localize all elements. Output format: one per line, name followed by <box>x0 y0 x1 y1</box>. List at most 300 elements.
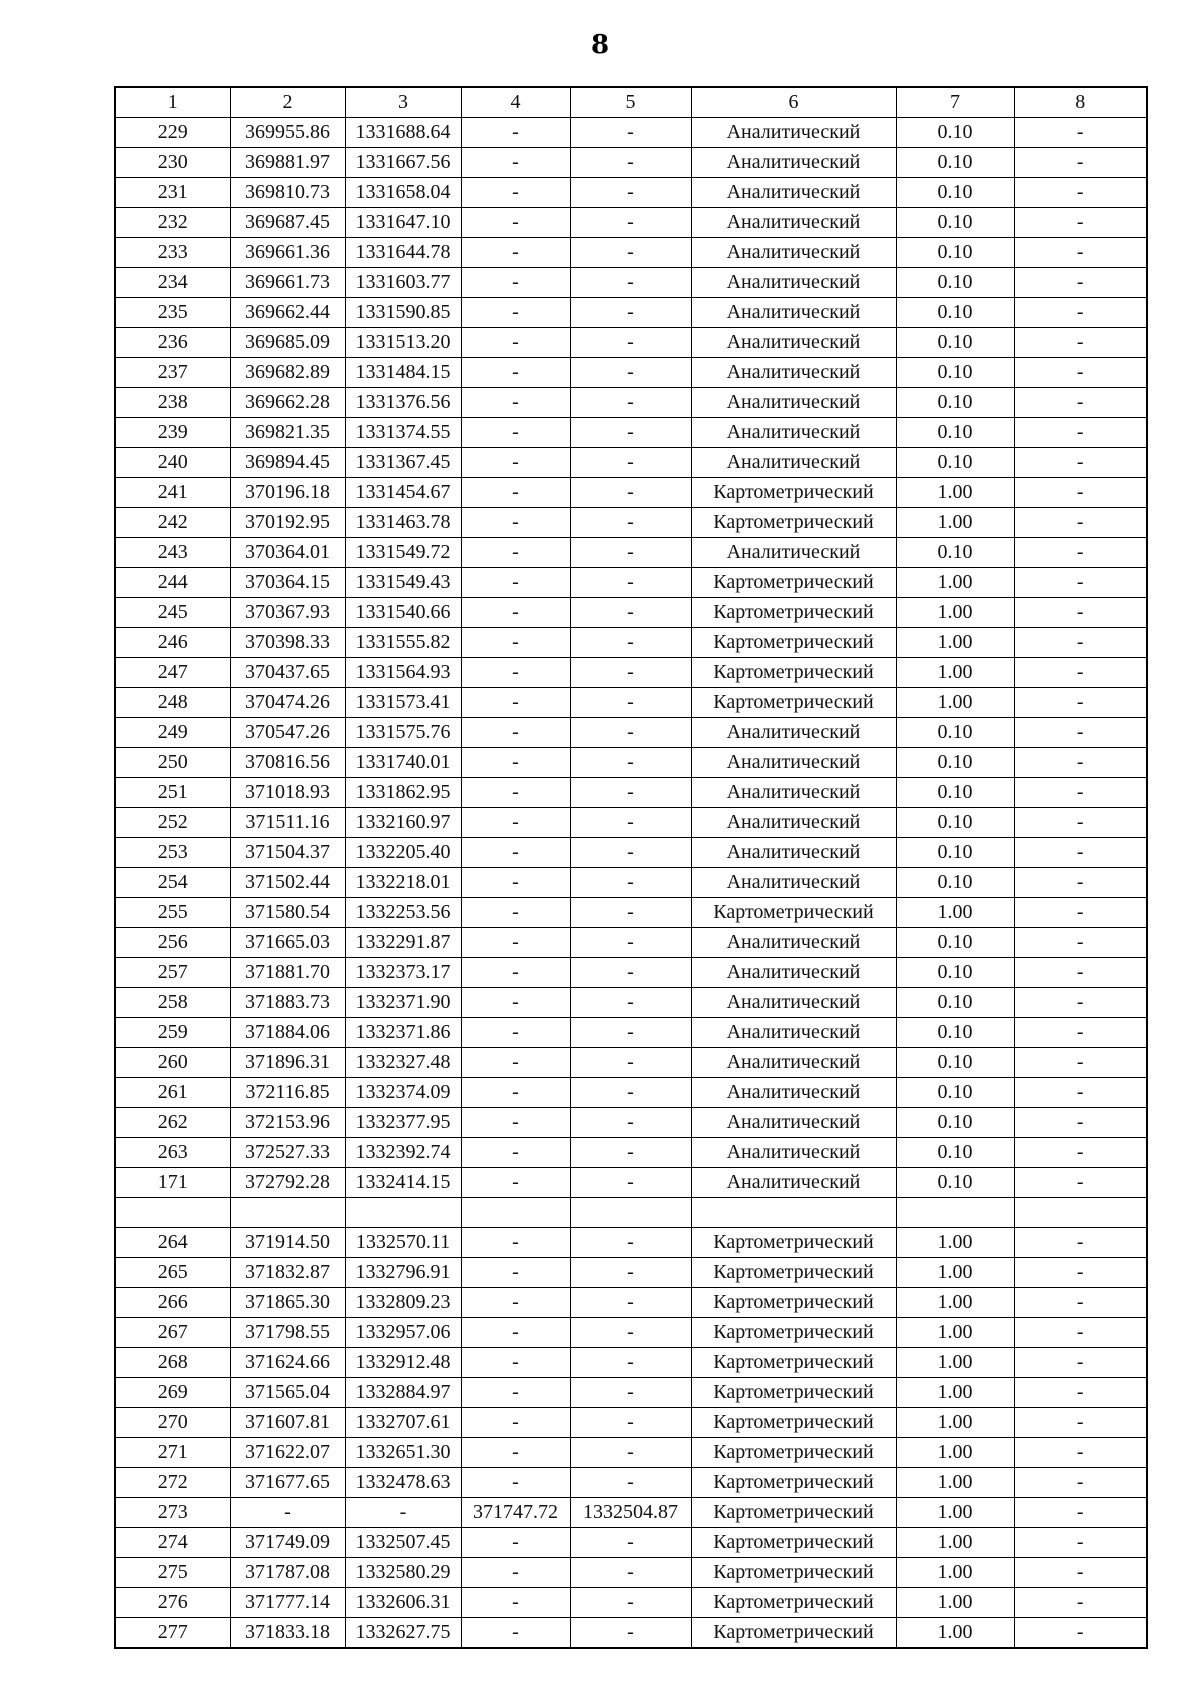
table-cell: 369881.97 <box>230 148 345 178</box>
table-cell: 1331374.55 <box>345 418 461 448</box>
column-header-2: 2 <box>230 87 345 118</box>
table-cell: - <box>570 238 691 268</box>
table-cell: Аналитический <box>691 418 896 448</box>
table-cell: 266 <box>115 1288 230 1318</box>
table-cell: 230 <box>115 148 230 178</box>
table-cell: - <box>461 1588 570 1618</box>
table-cell: Аналитический <box>691 388 896 418</box>
table-cell: Картометрический <box>691 1348 896 1378</box>
table-cell <box>230 1198 345 1228</box>
table-cell: 0.10 <box>896 988 1014 1018</box>
table-cell: 0.10 <box>896 718 1014 748</box>
table-cell: - <box>570 178 691 208</box>
table-cell: 263 <box>115 1138 230 1168</box>
table-cell: - <box>461 1528 570 1558</box>
table-row <box>115 1078 1147 1108</box>
table-cell: 272 <box>115 1468 230 1498</box>
table-cell: 371677.65 <box>230 1468 345 1498</box>
table-cell: 370398.33 <box>230 628 345 658</box>
table-row <box>115 898 1147 928</box>
table-cell: - <box>461 538 570 568</box>
table-cell: - <box>1014 1468 1147 1498</box>
table-cell: - <box>1014 1528 1147 1558</box>
table-cell: 0.10 <box>896 358 1014 388</box>
table-cell: - <box>461 1258 570 1288</box>
table-cell: 371832.87 <box>230 1258 345 1288</box>
table-cell: 273 <box>115 1498 230 1528</box>
table-cell: 1.00 <box>896 628 1014 658</box>
table-row <box>115 1348 1147 1378</box>
table-cell: 371787.08 <box>230 1558 345 1588</box>
table-row <box>115 1138 1147 1168</box>
table-cell: 372153.96 <box>230 1108 345 1138</box>
table-cell: 371881.70 <box>230 958 345 988</box>
table-cell: - <box>570 898 691 928</box>
table-cell: 1331540.66 <box>345 598 461 628</box>
table-cell: - <box>570 148 691 178</box>
table-cell: - <box>461 568 570 598</box>
table-cell: 0.10 <box>896 448 1014 478</box>
table-cell: 1331688.64 <box>345 118 461 148</box>
table-cell: - <box>570 1408 691 1438</box>
table-cell: - <box>570 538 691 568</box>
table-cell: - <box>570 1078 691 1108</box>
table-cell: - <box>461 958 570 988</box>
table-cell: 370364.15 <box>230 568 345 598</box>
table-row <box>115 1498 1147 1528</box>
table-cell: - <box>1014 748 1147 778</box>
table-row <box>115 538 1147 568</box>
table-cell: 370364.01 <box>230 538 345 568</box>
table-cell: 236 <box>115 328 230 358</box>
table-cell: 0.10 <box>896 538 1014 568</box>
column-header-3: 3 <box>345 87 461 118</box>
table-cell: - <box>1014 478 1147 508</box>
table-cell: - <box>570 628 691 658</box>
table-cell: 267 <box>115 1318 230 1348</box>
table-cell: 238 <box>115 388 230 418</box>
table-cell: - <box>570 748 691 778</box>
table-cell: 1331658.04 <box>345 178 461 208</box>
table-cell: - <box>461 208 570 238</box>
table-cell: - <box>461 1558 570 1588</box>
table-cell: 1.00 <box>896 1558 1014 1588</box>
table-cell: 1331454.67 <box>345 478 461 508</box>
table-cell: 1.00 <box>896 1258 1014 1288</box>
table-row <box>115 1048 1147 1078</box>
table-row <box>115 148 1147 178</box>
table-cell: - <box>461 658 570 688</box>
table-cell: 369821.35 <box>230 418 345 448</box>
table-cell: 249 <box>115 718 230 748</box>
table-cell <box>461 1198 570 1228</box>
table-cell: - <box>461 178 570 208</box>
table-row <box>115 358 1147 388</box>
table-cell: 232 <box>115 208 230 238</box>
table-cell: - <box>461 598 570 628</box>
table-cell: 371833.18 <box>230 1618 345 1649</box>
table-cell: Аналитический <box>691 838 896 868</box>
table-cell: Картометрический <box>691 568 896 598</box>
table-row <box>115 328 1147 358</box>
table-cell: - <box>1014 1378 1147 1408</box>
table-cell: 251 <box>115 778 230 808</box>
table-row <box>115 1228 1147 1258</box>
table-cell: - <box>570 718 691 748</box>
table-cell: Картометрический <box>691 1258 896 1288</box>
table-cell: 371865.30 <box>230 1288 345 1318</box>
table-cell: 371777.14 <box>230 1588 345 1618</box>
table-cell: 0.10 <box>896 838 1014 868</box>
table-row <box>115 958 1147 988</box>
table-cell: - <box>1014 1258 1147 1288</box>
table-cell: - <box>461 868 570 898</box>
table-row <box>115 1108 1147 1138</box>
table-cell: 0.10 <box>896 868 1014 898</box>
table-cell: - <box>1014 658 1147 688</box>
table-cell: 252 <box>115 808 230 838</box>
table-cell: 1.00 <box>896 688 1014 718</box>
table-cell: - <box>345 1498 461 1528</box>
column-header-8: 8 <box>1014 87 1147 118</box>
table-row <box>115 448 1147 478</box>
table-cell: 1332580.29 <box>345 1558 461 1588</box>
table-cell: 0.10 <box>896 328 1014 358</box>
table-cell: 372527.33 <box>230 1138 345 1168</box>
table-cell: - <box>570 1138 691 1168</box>
table-cell: Картометрический <box>691 658 896 688</box>
table-cell: 1331573.41 <box>345 688 461 718</box>
table-cell: 1.00 <box>896 1498 1014 1528</box>
table-cell: - <box>461 1618 570 1649</box>
table-cell <box>896 1198 1014 1228</box>
table-cell: 370474.26 <box>230 688 345 718</box>
table-cell: 369955.86 <box>230 118 345 148</box>
table-cell: 1332253.56 <box>345 898 461 928</box>
table-cell: Картометрический <box>691 1438 896 1468</box>
table-cell: 1332373.17 <box>345 958 461 988</box>
table-cell: - <box>1014 838 1147 868</box>
table-cell: Картометрический <box>691 1468 896 1498</box>
table-row <box>115 478 1147 508</box>
table-cell: - <box>461 298 570 328</box>
table-cell: 1.00 <box>896 1288 1014 1318</box>
table-cell: - <box>570 1438 691 1468</box>
table-cell: 237 <box>115 358 230 388</box>
table-cell: 256 <box>115 928 230 958</box>
column-header-6: 6 <box>691 87 896 118</box>
table-cell: Аналитический <box>691 208 896 238</box>
table-cell: - <box>461 1348 570 1378</box>
table-cell <box>1014 1198 1147 1228</box>
table-cell: 371018.93 <box>230 778 345 808</box>
table-cell: 0.10 <box>896 418 1014 448</box>
table-cell: Картометрический <box>691 1408 896 1438</box>
table-cell: 235 <box>115 298 230 328</box>
column-header-4: 4 <box>461 87 570 118</box>
table-cell: 1332651.30 <box>345 1438 461 1468</box>
table-cell: 269 <box>115 1378 230 1408</box>
table-row <box>115 628 1147 658</box>
table-cell: 369662.28 <box>230 388 345 418</box>
table-cell: Картометрический <box>691 898 896 928</box>
table-cell: - <box>570 328 691 358</box>
table-cell: - <box>461 1288 570 1318</box>
table-row <box>115 1528 1147 1558</box>
table-cell: 1332504.87 <box>570 1498 691 1528</box>
table-cell: - <box>570 988 691 1018</box>
table-cell: 233 <box>115 238 230 268</box>
table-cell: Картометрический <box>691 1378 896 1408</box>
table-cell: 1331590.85 <box>345 298 461 328</box>
table-cell: - <box>230 1498 345 1528</box>
table-cell: - <box>1014 358 1147 388</box>
table-cell: 1331647.10 <box>345 208 461 238</box>
table-cell: Аналитический <box>691 778 896 808</box>
table-cell: 369685.09 <box>230 328 345 358</box>
table-cell: 260 <box>115 1048 230 1078</box>
table-cell: 0.10 <box>896 958 1014 988</box>
table-row <box>115 778 1147 808</box>
table-row <box>115 928 1147 958</box>
table-cell: Картометрический <box>691 1498 896 1528</box>
table-row <box>115 1018 1147 1048</box>
table-cell: - <box>461 478 570 508</box>
table-cell <box>691 1198 896 1228</box>
table-cell: Аналитический <box>691 538 896 568</box>
table-cell: - <box>461 838 570 868</box>
table-row <box>115 1258 1147 1288</box>
table-cell: 371747.72 <box>461 1498 570 1528</box>
table-cell: 370547.26 <box>230 718 345 748</box>
table-cell: - <box>1014 688 1147 718</box>
table-cell: - <box>1014 928 1147 958</box>
table-cell: - <box>1014 988 1147 1018</box>
table-cell: Картометрический <box>691 1618 896 1649</box>
table-cell: - <box>461 718 570 748</box>
table-row <box>115 208 1147 238</box>
table-cell: - <box>570 1528 691 1558</box>
table-cell: - <box>1014 868 1147 898</box>
table-cell: - <box>570 1108 691 1138</box>
table-cell: - <box>1014 1618 1147 1649</box>
table-cell: - <box>461 1468 570 1498</box>
table-cell: 1332707.61 <box>345 1408 461 1438</box>
table-cell: 1.00 <box>896 1438 1014 1468</box>
table-cell: - <box>1014 1498 1147 1528</box>
column-header-5: 5 <box>570 87 691 118</box>
table-cell: - <box>461 148 570 178</box>
table-cell: - <box>570 268 691 298</box>
table-cell: 369687.45 <box>230 208 345 238</box>
table-cell: - <box>1014 718 1147 748</box>
table-cell: 371883.73 <box>230 988 345 1018</box>
table-cell: - <box>1014 778 1147 808</box>
table-cell: 0.10 <box>896 778 1014 808</box>
table-cell: 1331555.82 <box>345 628 461 658</box>
table-cell: - <box>1014 388 1147 418</box>
table-cell: Аналитический <box>691 868 896 898</box>
table-cell: - <box>570 808 691 838</box>
table-cell: 0.10 <box>896 1138 1014 1168</box>
table-cell: - <box>461 898 570 928</box>
table-cell: 1.00 <box>896 898 1014 928</box>
table-cell: 1332570.11 <box>345 1228 461 1258</box>
table-cell: 1332606.31 <box>345 1588 461 1618</box>
table-cell: - <box>1014 1288 1147 1318</box>
table-cell: 371896.31 <box>230 1048 345 1078</box>
table-row <box>115 388 1147 418</box>
table-cell: Аналитический <box>691 1168 896 1198</box>
table-cell: 1331644.78 <box>345 238 461 268</box>
table-cell: Картометрический <box>691 1288 896 1318</box>
table-cell: 371511.16 <box>230 808 345 838</box>
table-cell: 1332478.63 <box>345 1468 461 1498</box>
table-cell: - <box>461 1138 570 1168</box>
table-row <box>115 298 1147 328</box>
table-cell <box>115 1198 230 1228</box>
table-cell: - <box>1014 1108 1147 1138</box>
table-cell: 0.10 <box>896 238 1014 268</box>
table-cell: 1332160.97 <box>345 808 461 838</box>
table-row <box>115 1318 1147 1348</box>
table-cell: - <box>1014 418 1147 448</box>
table-cell: - <box>461 778 570 808</box>
table-cell: - <box>1014 448 1147 478</box>
table-cell: Картометрический <box>691 688 896 718</box>
table-cell: - <box>1014 508 1147 538</box>
table-cell: - <box>461 688 570 718</box>
table-cell: 253 <box>115 838 230 868</box>
table-cell: - <box>570 658 691 688</box>
table-cell: - <box>570 1588 691 1618</box>
table-cell: - <box>1014 598 1147 628</box>
table-cell: 270 <box>115 1408 230 1438</box>
table-cell: 371565.04 <box>230 1378 345 1408</box>
table-cell: - <box>570 508 691 538</box>
table-row <box>115 808 1147 838</box>
table-cell: - <box>570 568 691 598</box>
table-cell: - <box>1014 1438 1147 1468</box>
table-cell: - <box>570 1378 691 1408</box>
table-cell: 259 <box>115 1018 230 1048</box>
table-cell: 0.10 <box>896 268 1014 298</box>
table-cell: Картометрический <box>691 1228 896 1258</box>
table-cell: 242 <box>115 508 230 538</box>
table-cell: - <box>461 748 570 778</box>
table-cell: Картометрический <box>691 1558 896 1588</box>
table-cell: - <box>1014 898 1147 928</box>
table-cell: 1332912.48 <box>345 1348 461 1378</box>
table-cell: - <box>1014 538 1147 568</box>
table-row <box>115 1558 1147 1588</box>
table-cell: 1.00 <box>896 1588 1014 1618</box>
table-cell: 240 <box>115 448 230 478</box>
table-cell: - <box>1014 178 1147 208</box>
column-header-1: 1 <box>115 87 230 118</box>
table-cell: Картометрический <box>691 1588 896 1618</box>
table-cell: 271 <box>115 1438 230 1468</box>
table-cell: 371504.37 <box>230 838 345 868</box>
table-cell: Аналитический <box>691 118 896 148</box>
table-cell: - <box>1014 1048 1147 1078</box>
table-cell: 0.10 <box>896 178 1014 208</box>
table-cell: - <box>570 1258 691 1288</box>
table-cell: 370367.93 <box>230 598 345 628</box>
table-cell: - <box>1014 208 1147 238</box>
table-cell: 0.10 <box>896 1108 1014 1138</box>
table-row <box>115 118 1147 148</box>
table-cell: Аналитический <box>691 958 896 988</box>
table-cell: 1332392.74 <box>345 1138 461 1168</box>
table-cell: 1332796.91 <box>345 1258 461 1288</box>
table-cell: - <box>1014 1318 1147 1348</box>
table-cell: 0.10 <box>896 298 1014 328</box>
table-cell: 265 <box>115 1258 230 1288</box>
table-cell: - <box>461 358 570 388</box>
table-cell: 0.10 <box>896 808 1014 838</box>
table-cell: 0.10 <box>896 208 1014 238</box>
table-cell: 1332884.97 <box>345 1378 461 1408</box>
table-cell: - <box>1014 238 1147 268</box>
table-cell: - <box>570 1288 691 1318</box>
table-cell: 1331549.43 <box>345 568 461 598</box>
table-cell: - <box>1014 328 1147 358</box>
table-cell: - <box>1014 1078 1147 1108</box>
table-cell: 372116.85 <box>230 1078 345 1108</box>
table-cell: - <box>1014 1168 1147 1198</box>
table-cell: 371914.50 <box>230 1228 345 1258</box>
table-cell: - <box>570 1558 691 1588</box>
table-cell: Картометрический <box>691 1318 896 1348</box>
table-cell: Аналитический <box>691 1108 896 1138</box>
table-cell: - <box>461 1078 570 1108</box>
table-cell: - <box>1014 628 1147 658</box>
table-cell: Аналитический <box>691 148 896 178</box>
table-cell: - <box>1014 568 1147 598</box>
table-cell: - <box>461 1438 570 1468</box>
table-cell: 1.00 <box>896 598 1014 628</box>
table-cell: 255 <box>115 898 230 928</box>
table-cell: - <box>1014 1018 1147 1048</box>
table-cell: 372792.28 <box>230 1168 345 1198</box>
coordinates-table <box>114 86 1148 1649</box>
table-cell: Картометрический <box>691 508 896 538</box>
table-cell: - <box>570 388 691 418</box>
table-cell: - <box>461 1168 570 1198</box>
table-cell: 250 <box>115 748 230 778</box>
table-cell: 1.00 <box>896 1228 1014 1258</box>
table-cell: 1.00 <box>896 478 1014 508</box>
table-cell: - <box>461 388 570 418</box>
table-cell: - <box>1014 1228 1147 1258</box>
table-cell: - <box>461 448 570 478</box>
table-cell: 371607.81 <box>230 1408 345 1438</box>
table-cell: - <box>570 1018 691 1048</box>
table-cell: 1.00 <box>896 658 1014 688</box>
table-cell: - <box>570 1168 691 1198</box>
table-cell: - <box>461 508 570 538</box>
table-cell: 245 <box>115 598 230 628</box>
table-cell: 1331376.56 <box>345 388 461 418</box>
table-cell: 1.00 <box>896 568 1014 598</box>
table-cell: - <box>570 688 691 718</box>
table-cell: 371665.03 <box>230 928 345 958</box>
table-cell: 1332627.75 <box>345 1618 461 1649</box>
table-cell: Аналитический <box>691 298 896 328</box>
table-cell: Аналитический <box>691 358 896 388</box>
table-cell: - <box>461 238 570 268</box>
